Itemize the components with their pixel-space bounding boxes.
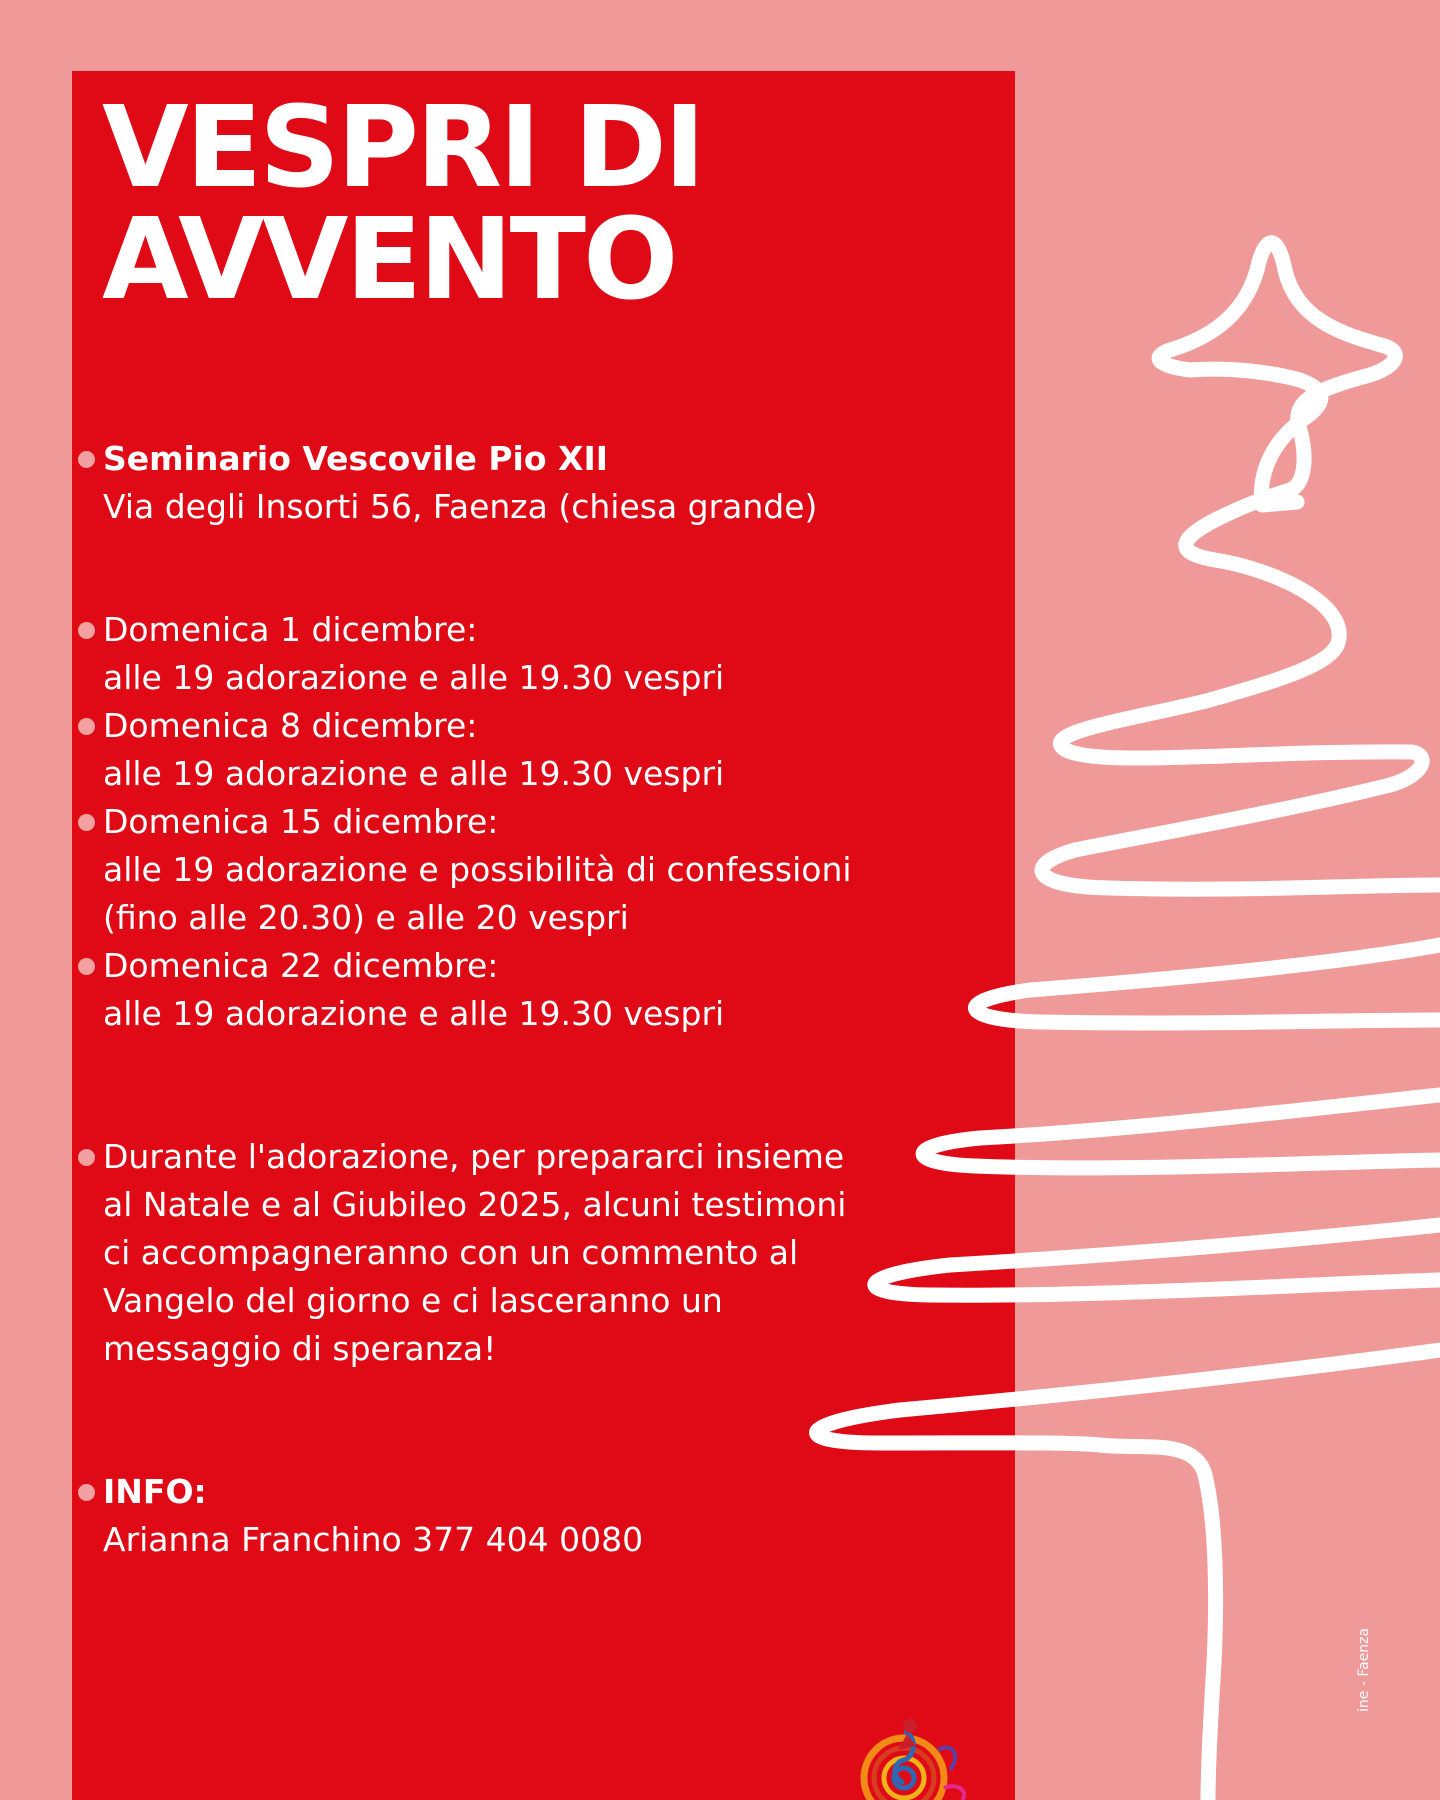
event-date: Domenica 22 dicembre: [103,946,499,985]
title-line-1: VESPRI DI [102,83,703,213]
message-line: Durante l'adorazione, per prepararci insieme [103,1137,845,1176]
page-title [102,83,703,325]
event-detail: alle 19 adorazione e possibilità di confessioni [103,850,852,889]
bullet-icon [78,958,95,975]
bullet-icon [78,451,95,468]
event-detail: alle 19 adorazione e alle 19.30 vespri [103,754,725,793]
flyer-content [78,435,978,1564]
section-spacer [78,1038,978,1133]
message-line: messaggio di speranza! [103,1329,497,1368]
event-item [78,606,978,702]
event-item [78,942,978,1038]
location-address: Via degli Insorti 56, Faenza (chiesa grande) [103,487,818,526]
event-detail: alle 19 adorazione e alle 19.30 vespri [103,994,725,1033]
message-item [78,1133,978,1373]
credit-text: ine - Faenza [1356,1627,1372,1712]
event-date: Domenica 8 dicembre: [103,706,478,745]
section-spacer [78,531,978,606]
event-item [78,702,978,798]
title-line-2: AVVENTO [102,195,676,325]
info-contact: Arianna Franchino 377 404 0080 [103,1520,644,1559]
message-line: al Natale e al Giubileo 2025, alcuni testimoni [103,1185,847,1224]
bullet-icon [78,622,95,639]
event-date: Domenica 1 dicembre: [103,610,478,649]
section-spacer [78,1373,978,1468]
message-line: ci accompagneranno con un commento al [103,1233,799,1272]
bullet-icon [78,718,95,735]
bullet-icon [78,1484,95,1501]
info-item [78,1468,978,1564]
location-item [78,435,978,531]
bullet-icon [78,1149,95,1166]
message-line: Vangelo del giorno e ci lasceranno un [103,1281,723,1320]
colorful-logo-icon [846,1712,981,1800]
event-detail: alle 19 adorazione e alle 19.30 vespri [103,658,725,697]
event-detail: (fino alle 20.30) e alle 20 vespri [103,898,629,937]
location-name: Seminario Vescovile Pio XII [103,439,609,478]
info-label: INFO: [103,1472,207,1511]
event-item [78,798,978,942]
event-date: Domenica 15 dicembre: [103,802,499,841]
bullet-icon [78,814,95,831]
